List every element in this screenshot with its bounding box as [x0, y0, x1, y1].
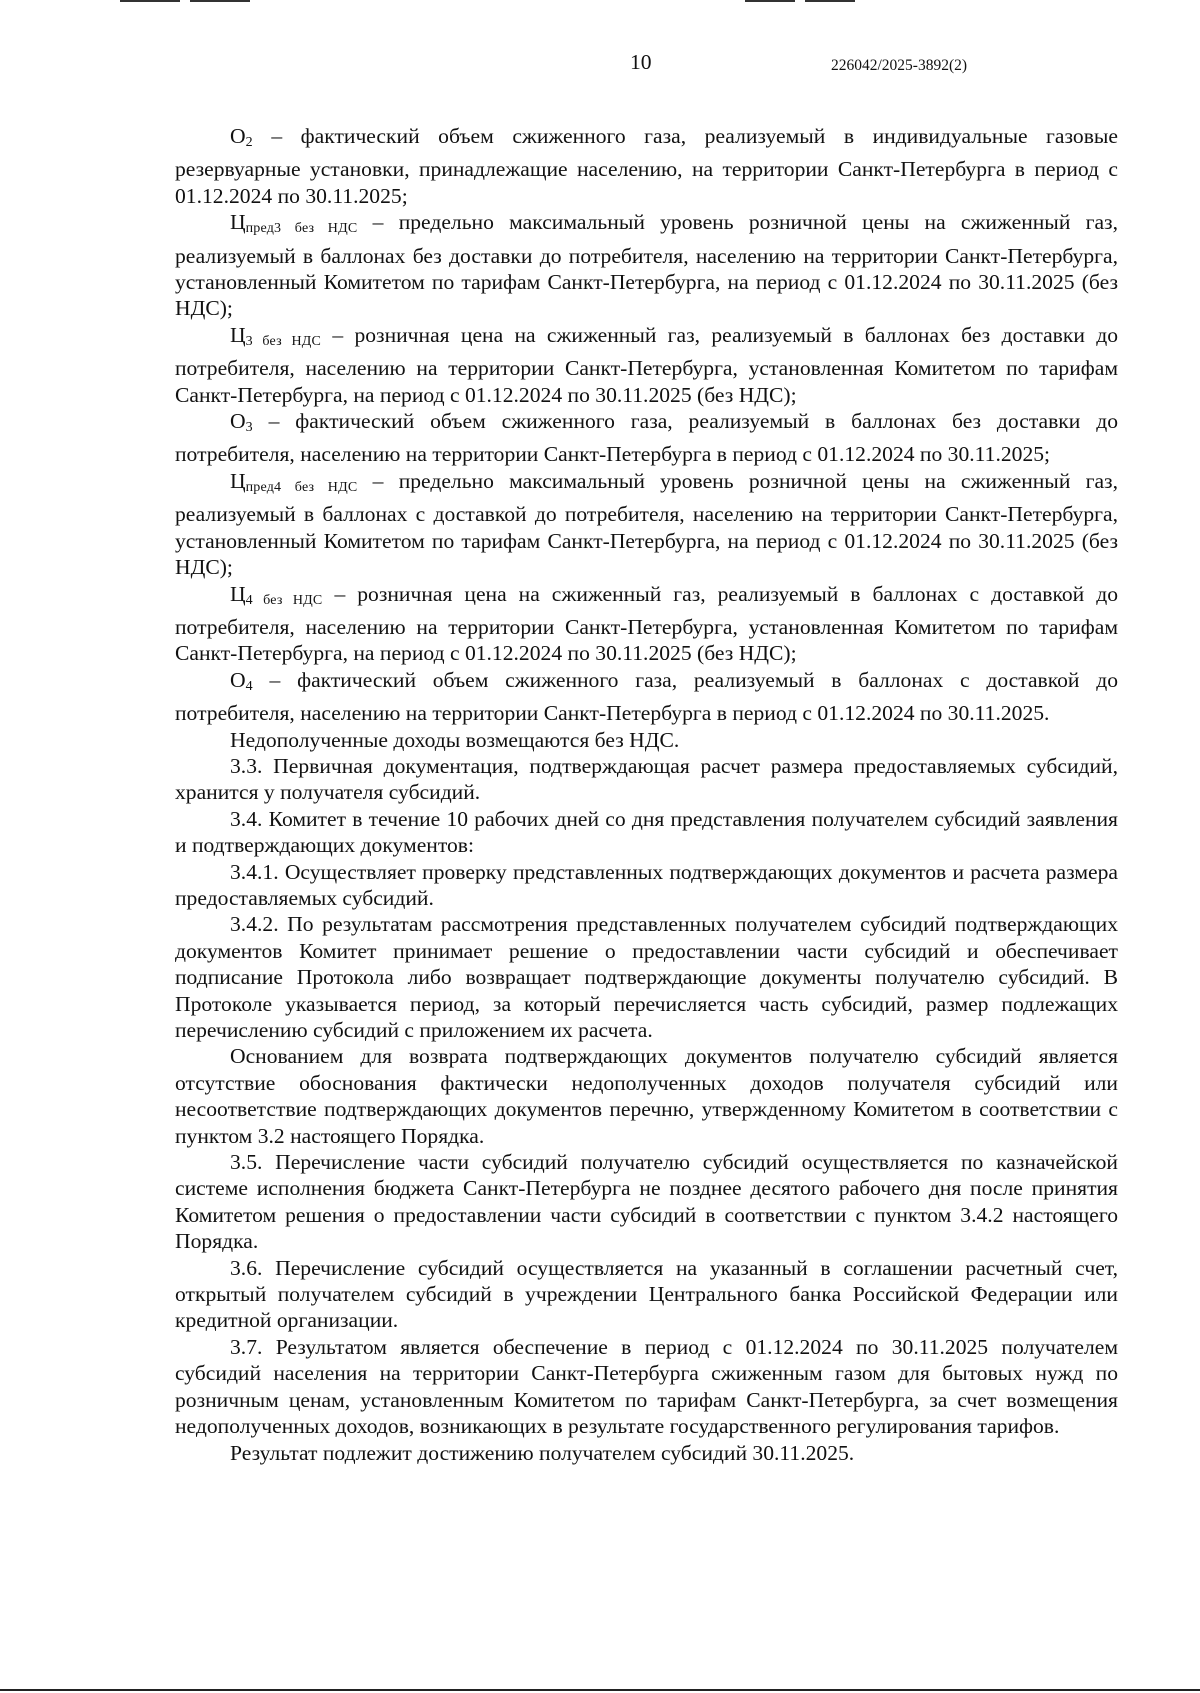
paragraph-text: 3.4.2. По результатам рассмотрения представленных получателем субсидий подтверждающих документов Комитет принимает решение о предоставлении части субсидий и обеспечивает подписание Протокола либо возвращает подтверждающие документы получателю субсидий. В Протоколе указывается период, за который перечисляется часть субсидий, размер подлежащих перечислению субсидий с приложением их расчета.	[175, 912, 1118, 1042]
variable-symbol: Ц	[230, 468, 246, 493]
paragraph-text: – фактический объем сжиженного газа, реализуемый в баллонах без доставки до потребителя, населению на территории Санкт-Петербурга в период с 01.12.2024 по 30.11.2025;	[175, 409, 1118, 467]
paragraph-text: 3.4. Комитет в течение 10 рабочих дней со дня представления получателем субсидий заявления и подтверждающих документов:	[175, 806, 1118, 858]
definition-paragraph	[175, 667, 1118, 727]
paragraph-text: – фактический объем сжиженного газа, реализуемый в индивидуальные газовые резервуарные установки, принадлежащие населению, на территории Санкт-Петербурга в период с 01.12.2024 по 30.11.2025;	[175, 124, 1118, 208]
definition-paragraph	[175, 581, 1118, 667]
scan-top-marks	[0, 0, 1200, 4]
paragraph-text: – розничная цена на сжиженный газ, реализуемый в баллонах с доставкой до потребителя, населению на территории Санкт-Петербурга, установленная Комитетом по тарифам Санкт-Петербурга, на период с 01.12.2024 по 30.11.2025 (без НДС);	[175, 581, 1118, 666]
paragraph	[175, 727, 1118, 753]
paragraph-text: – розничная цена на сжиженный газ, реализуемый в баллонах без доставки до потребителя, населению на территории Санкт-Петербурга, установленная Комитетом по тарифам Санкт-Петербурга, на период с 01.12.2024 по 30.11.2025 (без НДС);	[175, 322, 1119, 407]
paragraph	[175, 753, 1118, 806]
variable-subscript: пред3 без НДС	[245, 221, 358, 237]
definition-paragraph	[175, 408, 1118, 468]
variable-subscript: 3	[245, 420, 253, 436]
variable-symbol: Ц	[230, 581, 246, 606]
paragraph-text: 3.7. Результатом является обеспечение в период с 01.12.2024 по 30.11.2025 получателем субсидий населения на территории Санкт-Петербурга сжиженным газом для бытовых нужд по розничным ценам, установленным Комитетом по тарифам Санкт-Петербурга, за счет возмещения недополученных доходов, возникающих в результате государственного регулирования тарифов.	[175, 1334, 1118, 1439]
paragraph-text: – предельно максимальный уровень розничной цены на сжиженный газ, реализуемый в баллонах без доставки до потребителя, населению на территории Санкт-Петербурга, установленный Комитетом по тарифам Санкт-Петербурга, на период с 01.12.2024 по 30.11.2025 (без НДС);	[175, 210, 1118, 321]
paragraph-text: 3.5. Перечисление части субсидий получателю субсидий осуществляется по казначейской системе исполнения бюджета Санкт-Петербурга не позднее десятого рабочего дня после принятия Комитетом решения о предоставлении части субсидий в соответствии с пунктом 3.4.2 настоящего Порядка.	[175, 1150, 1118, 1254]
variable-subscript: 2	[245, 135, 253, 150]
paragraph	[175, 806, 1118, 859]
paragraph-text: 3.4.1. Осуществляет проверку представленных подтверждающих документов и расчета размера предоставляемых субсидий.	[175, 859, 1118, 910]
paragraph	[175, 1149, 1118, 1255]
definition-paragraph	[175, 322, 1118, 408]
variable-symbol: Ц	[230, 210, 246, 235]
definition-paragraph	[175, 209, 1118, 322]
paragraph	[175, 1334, 1118, 1440]
paragraph-text: Результат подлежит достижению получателем субсидий 30.11.2025.	[230, 1440, 855, 1465]
definition-paragraph	[175, 468, 1118, 581]
paragraph-text: Недополученные доходы возмещаются без НДС.	[230, 727, 680, 752]
variable-subscript: 4	[245, 678, 253, 694]
paragraph	[175, 1043, 1118, 1149]
paragraph-text: Основанием для возврата подтверждающих документов получателю субсидий является отсутствие обоснования фактически недополученных доходов получателя субсидий или несоответствие подтверждающих документов перечню, утвержденному Комитетом в соответствии с пунктом 3.2 настоящего Порядка.	[175, 1044, 1118, 1148]
paragraph-text: – фактический объем сжиженного газа, реализуемый в баллонах с доставкой до потребителя, населению на территории Санкт-Петербурга в период с 01.12.2024 по 30.11.2025.	[175, 667, 1118, 726]
variable-subscript: пред4 без НДС	[245, 479, 358, 495]
paragraph-text: – предельно максимальный уровень розничной цены на сжиженный газ, реализуемый в баллонах с доставкой до потребителя, населению на территории Санкт-Петербурга, установленный Комитетом по тарифам Санкт-Петербурга, на период с 01.12.2024 по 30.11.2025 (без НДС);	[175, 468, 1118, 580]
document-id: 226042/2025-3892(2)	[831, 57, 968, 74]
paragraph	[175, 859, 1118, 912]
paragraph	[175, 911, 1118, 1043]
variable-subscript: 3 без НДС	[245, 333, 322, 349]
scan-bottom-edge	[0, 1689, 1200, 1691]
document-body	[175, 123, 1118, 1466]
definition-paragraph	[175, 123, 1118, 209]
variable-symbol: О	[230, 667, 246, 692]
paragraph	[175, 1440, 1118, 1466]
paragraph-text: 3.6. Перечисление субсидий осуществляется на указанный в соглашении расчетный счет, открытый получателем субсидий в учреждении Центрального банка Российской Федерации или кредитной организации.	[175, 1255, 1118, 1333]
variable-subscript: 4 без НДС	[245, 592, 323, 608]
variable-symbol: Ц	[230, 322, 246, 347]
variable-symbol: О	[230, 409, 246, 434]
variable-symbol: О	[230, 124, 246, 148]
page-number: 10	[630, 50, 652, 74]
paragraph	[175, 1255, 1118, 1334]
paragraph-text: 3.3. Первичная документация, подтверждающая расчет размера предоставляемых субсидий, хранится у получателя субсидий.	[175, 753, 1118, 805]
